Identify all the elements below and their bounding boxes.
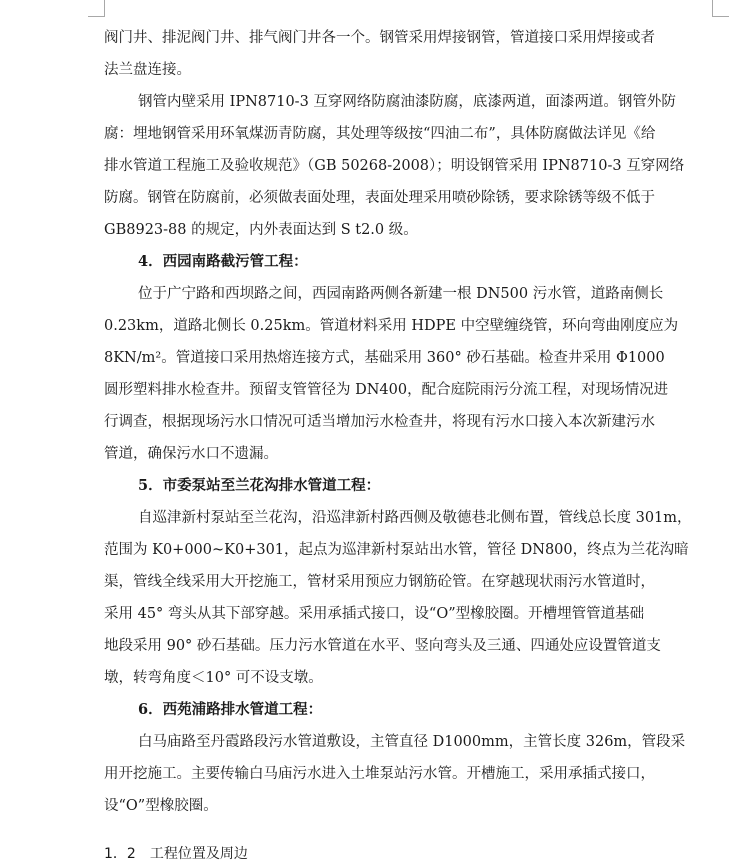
crop-mark-top-left <box>88 0 105 17</box>
text-line: 8KN/m²。管道接口采用热熔连接方式，基础采用 360° 砂石基础。检查井采用 Φ1000 <box>104 350 665 366</box>
text-line: 阀门井、排泥阀门井、排气阀门井各一个。钢管采用焊接钢管，管道接口采用焊接或者 <box>104 30 655 46</box>
text-line: 防腐。钢管在防腐前，必须做表面处理，表面处理采用喷砂除锈，要求除锈等级不低于 <box>104 190 655 206</box>
text-line: 排水管道工程施工及验收规范》（GB 50268-2008）；明设钢管采用 IPN8710-3 互穿网络 <box>104 158 685 174</box>
text-line: 管道，确保污水口不遗漏。 <box>104 446 278 462</box>
text-line: 用开挖施工。主要传输白马庙污水进入土堆泵站污水管。开槽施工，采用承插式接口， <box>104 766 655 782</box>
text-line: GB8923-88 的规定，内外表面达到 S t2.0 级。 <box>104 222 418 238</box>
text-line: 行调查，根据现场污水口情况可适当增加污水检查井，将现有污水口接入本次新建污水 <box>104 414 655 430</box>
text-line: 腐：埋地钢管采用环氧煤沥青防腐，其处理等级按“四油二布”，具体防腐做法详见《给 <box>104 126 656 142</box>
text-line: 钢管内壁采用 IPN8710-3 互穿网络防腐油漆防腐，底漆两道，面漆两道。钢管外防 <box>138 94 676 110</box>
text-line: 0.23km，道路北侧长 0.25km。管道材料采用 HDPE 中空壁缠绕管，环向弯曲刚度应为 <box>104 318 679 334</box>
text-line: 法兰盘连接。 <box>104 62 191 78</box>
text-line: 采用 45° 弯头从其下部穿越。采用承插式接口，设“O”型橡胶圈。开槽埋管管道基础 <box>104 606 645 622</box>
text-line: 圆形塑料排水检查井。预留支管管径为 DN400，配合庭院雨污分流工程，对现场情况进 <box>104 382 669 398</box>
text-line: 渠，管线全线采用大开挖施工，管材采用预应力钢筋砼管。在穿越现状雨污水管道时， <box>104 574 655 590</box>
section-heading: 4．西园南路截污管工程： <box>138 253 308 270</box>
text-line: 设“O”型橡胶圈。 <box>104 798 218 814</box>
crop-mark-top-right <box>712 0 729 17</box>
text-line: 自巡津新村泵站至兰花沟，沿巡津新村路西侧及敬德巷北侧布置，管线总长度 301m， <box>138 510 692 526</box>
text-line: 墩，转弯角度＜10° 可不设支墩。 <box>104 670 323 686</box>
text-line: 范围为 K0+000~K0+301，起点为巡津新村泵站出水管，管径 DN800，终点为兰花沟暗 <box>104 542 689 558</box>
section-heading: 5．市委泵站至兰花沟排水管道工程： <box>138 477 381 494</box>
text-line: 地段采用 90° 砂石基础。压力污水管道在水平、竖向弯头及三通、四通处应设置管道支 <box>104 638 661 654</box>
text-line: 位于广宁路和西坝路之间，西园南路两侧各新建一根 DN500 污水管，道路南侧长 <box>138 286 664 302</box>
subsection-heading: 1．2 工程位置及周边 <box>104 846 248 862</box>
text-line: 白马庙路至丹霞路段污水管道敷设，主管直径 D1000mm，主管长度 326m，管段采 <box>138 734 686 750</box>
section-heading: 6．西苑浦路排水管道工程： <box>138 701 323 718</box>
